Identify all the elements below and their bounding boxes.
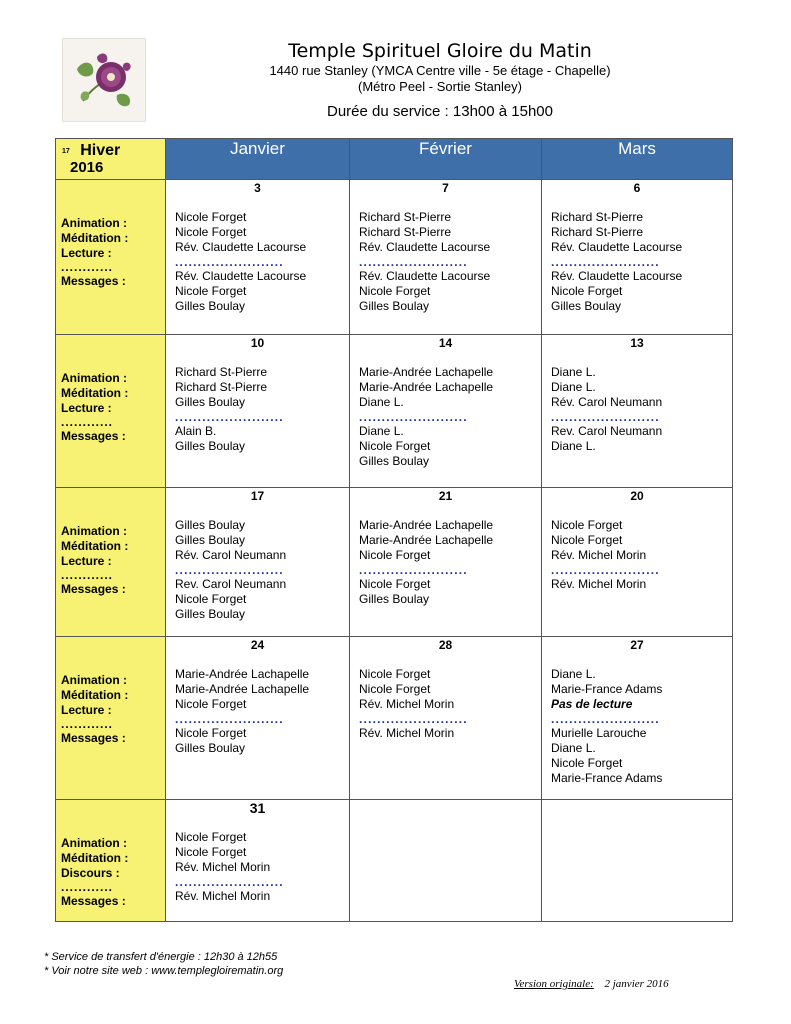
message-name: Gilles Boulay: [359, 454, 430, 468]
assigned-name: Gilles Boulay: [175, 533, 246, 547]
label-lecture: Lecture :: [61, 703, 112, 717]
assigned-name: Rév. Claudette Lacourse: [551, 240, 683, 254]
schedule-cell: [166, 180, 350, 335]
label-dots: ............: [61, 717, 114, 731]
label-dots: ............: [61, 880, 114, 894]
table-row: [56, 800, 733, 922]
schedule-cell: [166, 488, 350, 637]
message-name: Diane L.: [551, 741, 596, 755]
assigned-name: Richard St-Pierre: [551, 210, 644, 224]
label-discours: Discours :: [61, 866, 120, 880]
assigned-name: Nicole Forget: [175, 830, 247, 844]
message-name: Rév. Claudette Lacourse: [175, 269, 307, 283]
service-duration: Durée du service : 13h00 à 15h00: [327, 103, 553, 120]
label-lecture: Lecture :: [61, 401, 112, 415]
message-name: Rév. Claudette Lacourse: [359, 269, 491, 283]
dotted-separator: ........................: [359, 255, 468, 269]
assigned-name: Nicole Forget: [175, 210, 247, 224]
message-name: Gilles Boulay: [175, 741, 246, 755]
month-header-janvier: Janvier: [166, 139, 350, 180]
assigned-name: Diane L.: [551, 667, 596, 681]
message-name: Rév. Michel Morin: [551, 577, 647, 591]
day-number: 3: [254, 181, 261, 195]
dotted-separator: ........................: [175, 410, 284, 424]
assigned-name: Diane L.: [551, 365, 596, 379]
label-animation: Animation :: [61, 524, 127, 538]
role-labels-cell: [56, 488, 166, 637]
schedule-cell: [542, 180, 733, 335]
assigned-name: Marie-Andrée Lachapelle: [175, 682, 310, 696]
schedule-cell: [350, 637, 542, 800]
schedule-cell: [542, 335, 733, 488]
label-meditation: Méditation :: [61, 231, 129, 245]
role-labels-cell: [56, 180, 166, 335]
assigned-name: Gilles Boulay: [175, 395, 246, 409]
table-row: [56, 637, 733, 800]
message-name: Nicole Forget: [359, 284, 431, 298]
day-number: 31: [249, 800, 266, 816]
table-row: [56, 335, 733, 488]
day-number: 21: [438, 489, 453, 503]
logo-image: [62, 38, 146, 122]
label-meditation: Méditation :: [61, 688, 129, 702]
assigned-name: Richard St-Pierre: [551, 225, 644, 239]
message-name: Rev. Carol Neumann: [175, 577, 287, 591]
schedule-cell: [350, 488, 542, 637]
label-messages: Messages :: [61, 731, 126, 745]
label-animation: Animation :: [61, 836, 127, 850]
message-name: Rév. Claudette Lacourse: [551, 269, 683, 283]
corner-small-number: 17: [62, 148, 70, 155]
label-messages: Messages :: [61, 582, 126, 596]
message-name: Nicole Forget: [551, 284, 623, 298]
role-labels-cell: [56, 637, 166, 800]
label-dots: ............: [61, 568, 114, 582]
empty-cell: [542, 800, 733, 922]
page-title: Temple Spirituel Gloire du Matin: [288, 40, 592, 62]
assigned-name: Diane L.: [551, 380, 596, 394]
assigned-name: Nicole Forget: [175, 225, 247, 239]
message-name: Marie-France Adams: [551, 771, 663, 785]
dotted-separator: ........................: [359, 563, 468, 577]
schedule-cell: [542, 637, 733, 800]
label-meditation: Méditation :: [61, 539, 129, 553]
footnote-energy-transfer: * Service de transfert d'énergie : 12h30 à 12h55: [44, 951, 278, 963]
role-labels-cell: [56, 800, 166, 922]
assigned-name: Marie-Andrée Lachapelle: [359, 518, 494, 532]
dotted-separator: ........................: [175, 875, 284, 889]
assigned-name: Rév. Michel Morin: [175, 860, 271, 874]
day-number: 27: [630, 638, 644, 652]
schedule-cell: [350, 180, 542, 335]
message-name: Nicole Forget: [175, 284, 247, 298]
message-name: Alain B.: [175, 424, 217, 438]
message-name: Nicole Forget: [359, 439, 431, 453]
assigned-name: Diane L.: [359, 395, 404, 409]
schedule-cell: [166, 800, 350, 922]
assigned-name: Nicole Forget: [359, 682, 431, 696]
schedule-body: [56, 180, 733, 922]
label-dots: ............: [61, 260, 114, 274]
footnote-website: * Voir notre site web : www.templegloirematin.org: [44, 965, 284, 977]
schedule-cell: [166, 637, 350, 800]
assigned-name: Richard St-Pierre: [175, 380, 268, 394]
dotted-separator: ........................: [175, 712, 284, 726]
season-year: 2016: [70, 159, 104, 176]
day-number: 14: [438, 336, 453, 350]
schedule-cell: [542, 488, 733, 637]
schedule-cell: [350, 335, 542, 488]
label-animation: Animation :: [61, 216, 127, 230]
empty-cell: [350, 800, 542, 922]
day-number: 7: [442, 181, 449, 195]
message-name: Gilles Boulay: [175, 299, 246, 313]
message-name: Gilles Boulay: [359, 592, 430, 606]
message-name: Gilles Boulay: [359, 299, 430, 313]
day-number: 10: [250, 336, 265, 350]
dotted-separator: ........................: [175, 563, 284, 577]
version-note: [514, 978, 669, 990]
assigned-name: Richard St-Pierre: [175, 365, 268, 379]
day-number: 20: [630, 489, 644, 503]
label-lecture: Lecture :: [61, 246, 112, 260]
message-name: Rév. Michel Morin: [359, 726, 455, 740]
dotted-separator: ........................: [359, 712, 468, 726]
assigned-name: Nicole Forget: [359, 548, 431, 562]
assigned-name: Marie-Andrée Lachapelle: [359, 365, 494, 379]
day-number: 6: [633, 181, 641, 195]
assigned-name: Nicole Forget: [175, 697, 247, 711]
month-header-fevrier: Février: [350, 139, 542, 180]
message-name: Gilles Boulay: [175, 439, 246, 453]
message-name: Diane L.: [551, 439, 596, 453]
assigned-name: Rév. Michel Morin: [551, 548, 647, 562]
message-name: Nicole Forget: [175, 726, 247, 740]
assigned-name: Marie-Andrée Lachapelle: [359, 533, 494, 547]
label-dots: ............: [61, 415, 114, 429]
label-messages: Messages :: [61, 274, 126, 288]
message-name: Gilles Boulay: [175, 607, 246, 621]
label-messages: Messages :: [61, 429, 126, 443]
assigned-name: Rév. Carol Neumann: [551, 395, 663, 409]
label-meditation: Méditation :: [61, 386, 129, 400]
dotted-separator: ........................: [551, 410, 660, 424]
assigned-name: Pas de lecture: [551, 697, 633, 711]
message-name: Rév. Michel Morin: [175, 889, 271, 903]
day-number: 13: [630, 336, 644, 350]
message-name: Nicole Forget: [175, 592, 247, 606]
day-number: 24: [250, 638, 265, 652]
assigned-name: Marie-Andrée Lachapelle: [175, 667, 310, 681]
message-name: Rev. Carol Neumann: [551, 424, 663, 438]
assigned-name: Nicole Forget: [359, 667, 431, 681]
label-animation: Animation :: [61, 371, 127, 385]
assigned-name: Marie-France Adams: [551, 682, 663, 696]
version-date: 2 janvier 2016: [604, 978, 669, 990]
schedule-cell: [166, 335, 350, 488]
assigned-name: Richard St-Pierre: [359, 210, 452, 224]
version-label: Version originale:: [514, 978, 594, 990]
assigned-name: Richard St-Pierre: [359, 225, 452, 239]
schedule-table: [55, 138, 733, 922]
assigned-name: Rév. Claudette Lacourse: [359, 240, 491, 254]
message-name: Nicole Forget: [551, 756, 623, 770]
table-row: [56, 488, 733, 637]
address-line-1: 1440 rue Stanley (YMCA Centre ville - 5e étage - Chapelle): [269, 63, 611, 78]
dotted-separator: ........................: [551, 255, 660, 269]
message-name: Murielle Larouche: [551, 726, 647, 740]
assigned-name: Rév. Claudette Lacourse: [175, 240, 307, 254]
month-header-mars: Mars: [542, 139, 733, 180]
label-lecture: Lecture :: [61, 554, 112, 568]
table-header-row: [56, 139, 733, 180]
dotted-separator: ........................: [551, 712, 660, 726]
address-line-2: (Métro Peel - Sortie Stanley): [357, 79, 522, 94]
table-row: [56, 180, 733, 335]
assigned-name: Nicole Forget: [551, 533, 623, 547]
assigned-name: Nicole Forget: [551, 518, 623, 532]
label-messages: Messages :: [61, 894, 126, 908]
label-meditation: Méditation :: [61, 851, 129, 865]
assigned-name: Marie-Andrée Lachapelle: [359, 380, 494, 394]
day-number: 28: [438, 638, 453, 652]
dotted-separator: ........................: [359, 410, 468, 424]
dotted-separator: ........................: [175, 255, 284, 269]
morning-glory-flower-icon: [63, 39, 145, 121]
dotted-separator: ........................: [551, 563, 660, 577]
role-labels-cell: [56, 335, 166, 488]
message-name: Nicole Forget: [359, 577, 431, 591]
assigned-name: Nicole Forget: [175, 845, 247, 859]
message-name: Diane L.: [359, 424, 404, 438]
season-label: Hiver: [80, 142, 121, 159]
label-animation: Animation :: [61, 673, 127, 687]
day-number: 17: [250, 489, 265, 503]
season-corner: [56, 139, 166, 180]
assigned-name: Rév. Michel Morin: [359, 697, 455, 711]
assigned-name: Rév. Carol Neumann: [175, 548, 287, 562]
message-name: Gilles Boulay: [551, 299, 622, 313]
assigned-name: Gilles Boulay: [175, 518, 246, 532]
